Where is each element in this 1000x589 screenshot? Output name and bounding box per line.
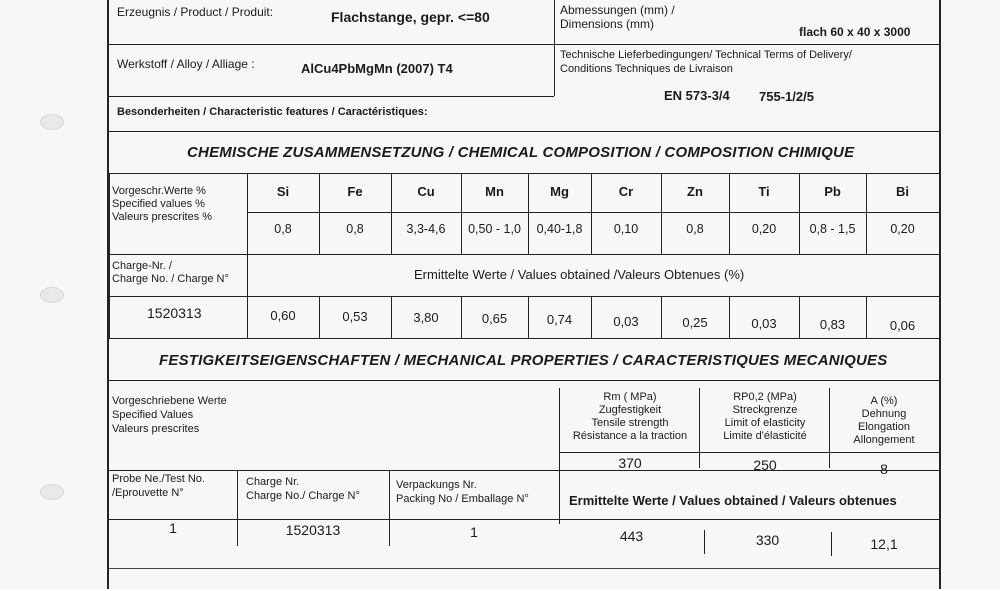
- divider: [699, 388, 700, 468]
- terms-value-standard: EN 573-3/4: [664, 88, 730, 103]
- a-header: A (%): [870, 395, 898, 407]
- obtained-values-label: Ermittelte Werte / Values obtained /Valeurs Obtenues (%): [414, 267, 745, 282]
- spec-rm-value: 370: [618, 455, 642, 471]
- a-header: Elongation: [858, 421, 910, 433]
- rp-header: Limit of elasticity: [724, 417, 806, 429]
- divider: [109, 173, 939, 174]
- specified-value: 0,8 - 1,5: [809, 222, 856, 236]
- mech-specified-label: Vorgeschriebene Werte: [112, 395, 227, 407]
- specified-value: 0,20: [890, 222, 915, 236]
- obtained-value: 0,53: [342, 309, 368, 324]
- terms-label: Conditions Techniques de Livraison: [560, 63, 733, 75]
- punch-hole-mark: [40, 484, 64, 500]
- element-header: Cu: [417, 184, 435, 199]
- obtained-value: 0,06: [889, 318, 916, 333]
- obtained-value: 0,74: [546, 312, 573, 327]
- divider: [109, 254, 939, 255]
- specified-value: 0,8: [274, 222, 292, 236]
- divider: [829, 388, 830, 468]
- divider: [554, 0, 555, 44]
- obtained-value: 0,60: [270, 308, 296, 323]
- features-label: Besonderheiten / Characteristic features / Caractéristiques:: [117, 106, 428, 118]
- specified-value: 0,8: [686, 222, 704, 236]
- terms-value-standard: 755-1/2/5: [759, 89, 814, 104]
- specified-value: 3,3-4,6: [406, 222, 446, 236]
- divider: [109, 296, 939, 297]
- packing-number: 1: [470, 524, 478, 540]
- product-value: Flachstange, gepr. <=80: [331, 9, 490, 25]
- specified-value: 0,50 - 1,0: [468, 222, 521, 236]
- test-no-label: Probe Ne./Test No.: [112, 473, 205, 485]
- charge-label: Charge No. / Charge N°: [112, 273, 229, 285]
- obtained-rm-value: 443: [619, 528, 644, 544]
- chemical-section-title: CHEMISCHE ZUSAMMENSETZUNG / CHEMICAL COMPOSITION / COMPOSITION CHIMIQUE: [187, 144, 855, 161]
- charge-label: Charge-Nr. /: [112, 260, 172, 272]
- element-header: Mg: [550, 184, 569, 199]
- obtained-value: 3,80: [413, 310, 439, 325]
- mechanical-section-title: FESTIGKEITSEIGENSCHAFTEN / MECHANICAL PROPERTIES / CARACTERISTIQUES MECANIQUES: [159, 352, 888, 369]
- element-header: Fe: [347, 184, 363, 199]
- divider: [109, 380, 939, 381]
- rp-header: RP0,2 (MPa): [733, 391, 797, 403]
- element-header: Cr: [618, 184, 634, 199]
- product-label: Erzeugnis / Product / Produit:: [117, 5, 274, 19]
- specified-value: 0,8: [346, 222, 364, 236]
- element-header: Si: [276, 184, 290, 199]
- packing-label: Packing No / Emballage N°: [396, 493, 529, 505]
- rp-header: Limite d'élasticité: [723, 430, 807, 442]
- rm-header: Résistance a la traction: [572, 430, 688, 442]
- terms-label: Technische Lieferbedingungen/ Technical Terms of Delivery/: [560, 49, 852, 61]
- punch-hole-mark: [40, 114, 64, 130]
- rp-header: Streckgrenze: [732, 404, 798, 416]
- mech-charge-label: Charge Nr.: [246, 476, 300, 488]
- specified-value: 0,10: [613, 222, 639, 236]
- a-header: Allongement: [853, 434, 915, 446]
- divider: [554, 44, 555, 96]
- obtained-value: 0,83: [819, 317, 846, 332]
- element-header: Zn: [687, 184, 703, 199]
- divider: [559, 388, 560, 524]
- alloy-value: AlCu4PbMgMn (2007) T4: [301, 61, 453, 76]
- divider: [109, 173, 110, 338]
- divider: [109, 470, 939, 471]
- element-header: Mn: [485, 184, 504, 199]
- punch-hole-mark: [40, 287, 64, 303]
- divider: [109, 568, 939, 569]
- spec-a-value: 8: [880, 461, 888, 477]
- alloy-label: Werkstoff / Alloy / Alliage :: [117, 57, 255, 71]
- a-header: Dehnung: [861, 408, 907, 420]
- inspection-certificate: [107, 0, 941, 589]
- divider: [109, 338, 939, 339]
- mech-charge-label: Charge No./ Charge N°: [246, 490, 360, 502]
- specified-values-label: Valeurs prescrites %: [112, 211, 213, 223]
- rm-header: Rm ( MPa): [603, 391, 657, 403]
- element-header: Ti: [758, 184, 770, 199]
- divider: [247, 212, 939, 213]
- mech-specified-label: Valeurs prescrites: [112, 423, 200, 435]
- obtained-value: 0,03: [751, 316, 777, 331]
- divider: [109, 44, 939, 45]
- mech-obtained-label: Ermittelte Werte / Values obtained / Valeurs obtenues: [569, 493, 897, 508]
- dimensions-label: Dimensions (mm): [560, 17, 655, 31]
- spec-rp-value: 250: [753, 457, 777, 473]
- specified-value: 0,20: [751, 222, 777, 236]
- element-header: Bi: [896, 184, 909, 199]
- obtained-a-value: 12,1: [870, 536, 898, 552]
- rm-header: Zugfestigkeit: [598, 404, 662, 416]
- divider: [109, 96, 554, 97]
- mech-charge-number: 1520313: [285, 522, 341, 538]
- obtained-rp-value: 330: [755, 532, 780, 548]
- element-header: Pb: [824, 184, 841, 199]
- obtained-value: 0,65: [481, 311, 508, 326]
- charge-number: 1520313: [147, 305, 202, 321]
- obtained-value: 0,25: [682, 315, 708, 330]
- specified-values-label: Specified values %: [112, 198, 205, 210]
- specified-values-label: Vorgeschr.Werte %: [112, 185, 206, 197]
- packing-label: Verpackungs Nr.: [396, 479, 477, 491]
- obtained-value: 0,03: [613, 314, 639, 329]
- divider: [559, 452, 939, 453]
- dimensions-label: Abmessungen (mm) /: [560, 3, 675, 17]
- rm-header: Tensile strength: [591, 417, 669, 429]
- test-no-label: /Eprouvette N°: [112, 487, 184, 499]
- divider: [109, 131, 939, 132]
- dimensions-value: flach 60 x 40 x 3000: [799, 25, 911, 39]
- test-number: 1: [169, 520, 177, 536]
- specified-value: 0,40-1,8: [536, 222, 583, 236]
- mech-specified-label: Specified Values: [112, 409, 194, 421]
